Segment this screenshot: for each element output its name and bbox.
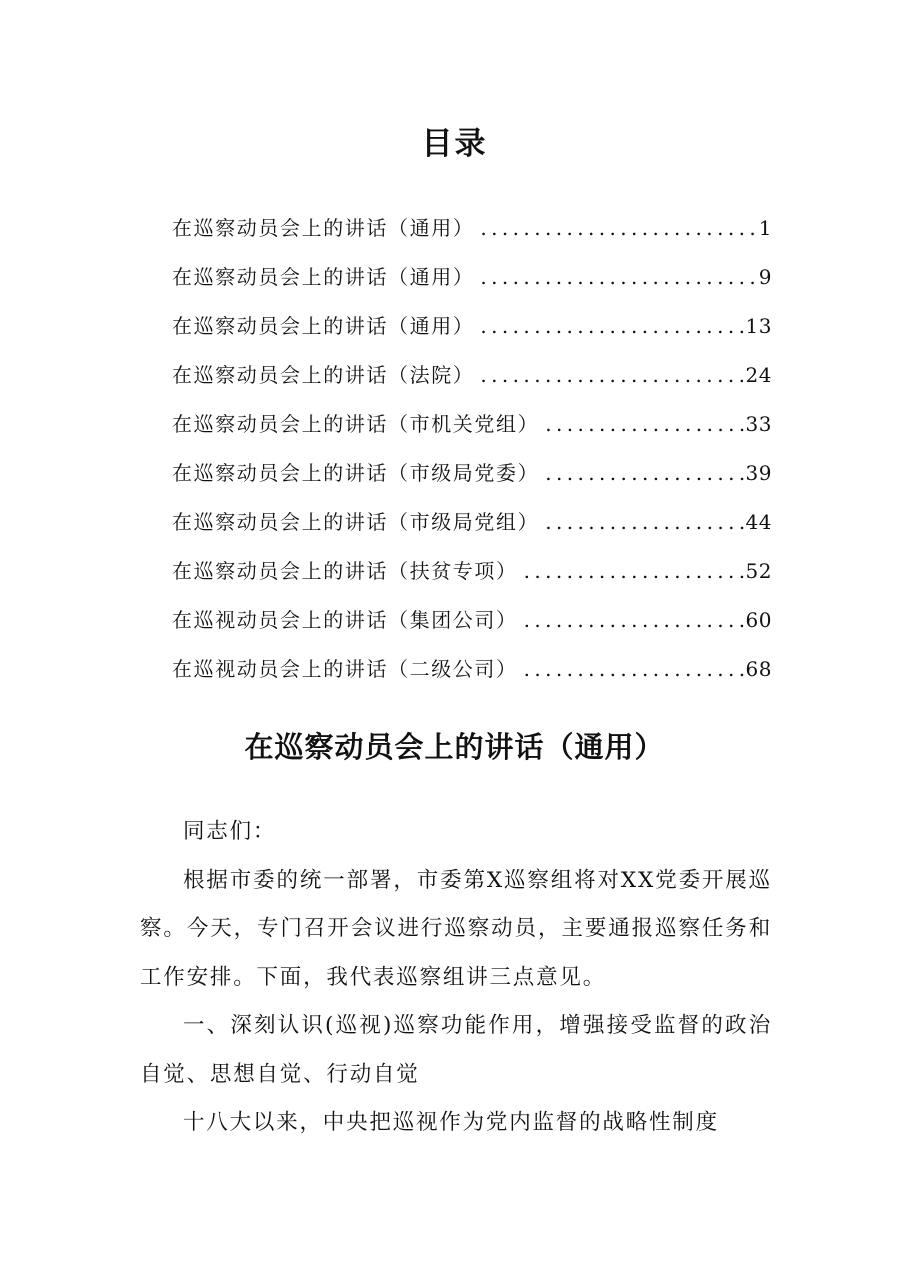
toc-entry[interactable]	[172, 308, 772, 357]
toc-entry-title: 在巡察动员会上的讲话（通用）	[172, 216, 475, 240]
toc-dot-leader	[545, 455, 743, 491]
toc-entry[interactable]	[172, 651, 772, 700]
toc-entry[interactable]	[172, 602, 772, 651]
toc-entry[interactable]	[172, 406, 772, 455]
toc-dot-leader	[480, 210, 756, 246]
toc-entry-title: 在巡视动员会上的讲话（集团公司）	[172, 608, 518, 632]
toc-dot-leader	[480, 259, 756, 295]
toc-page-number: 1	[758, 216, 772, 240]
toc-page-number: 24	[745, 363, 772, 387]
body-paragraph: 十八大以来，中央把巡视作为党内监督的战略性制度	[183, 1110, 719, 1135]
toc-dot-leader	[524, 651, 744, 687]
toc-dot-leader	[524, 553, 744, 589]
toc-entry-title: 在巡察动员会上的讲话（市级局党组）	[172, 510, 540, 534]
toc-page-number: 68	[745, 657, 772, 681]
toc-page-number: 39	[745, 461, 772, 485]
toc-entry[interactable]	[172, 504, 772, 553]
toc-entry[interactable]	[172, 210, 772, 259]
heading-paragraph: 一、深刻认识(巡视)巡察功能作用，增强接受监督的政治自觉、思想自觉、行动自觉	[140, 1013, 772, 1087]
toc-page-number: 44	[745, 510, 772, 534]
salutation-paragraph: 同志们：	[183, 819, 277, 844]
toc-entry[interactable]	[172, 455, 772, 504]
toc-entry[interactable]	[172, 357, 772, 406]
speech-body	[140, 808, 772, 1148]
toc-page-number: 33	[745, 412, 772, 436]
toc-page-number: 13	[745, 314, 772, 338]
toc-entry-title: 在巡察动员会上的讲话（通用）	[172, 314, 475, 338]
section-title: 在巡察动员会上的讲话（通用）	[244, 730, 665, 764]
toc-entry-title: 在巡察动员会上的讲话（扶贫专项）	[172, 559, 518, 583]
toc-dot-leader	[545, 504, 743, 540]
toc-entry-title: 在巡视动员会上的讲话（二级公司）	[172, 657, 518, 681]
body-paragraph: 根据市委的统一部署，市委第X巡察组将对XX党委开展巡察。今天，专门召开会议进行巡察动员，主要通报巡察任务和工作安排。下面，我代表巡察组讲三点意见。	[140, 867, 772, 990]
toc-entry-title: 在巡察动员会上的讲话（市机关党组）	[172, 412, 540, 436]
toc-dot-leader	[480, 308, 743, 344]
toc-dot-leader	[480, 357, 743, 393]
toc-entry[interactable]	[172, 259, 772, 308]
toc-entry-title: 在巡察动员会上的讲话（市级局党委）	[172, 461, 540, 485]
toc-entry-title: 在巡察动员会上的讲话（法院）	[172, 363, 475, 387]
toc-entry[interactable]	[172, 553, 772, 602]
toc-entry-title: 在巡察动员会上的讲话（通用）	[172, 265, 475, 289]
toc-dot-leader	[524, 602, 744, 638]
toc-page-number: 52	[745, 559, 772, 583]
toc-page-number: 9	[758, 265, 772, 289]
toc-dot-leader	[545, 406, 743, 442]
toc-title: 目录	[421, 126, 488, 162]
toc-page-number: 60	[745, 608, 772, 632]
table-of-contents	[172, 210, 772, 700]
